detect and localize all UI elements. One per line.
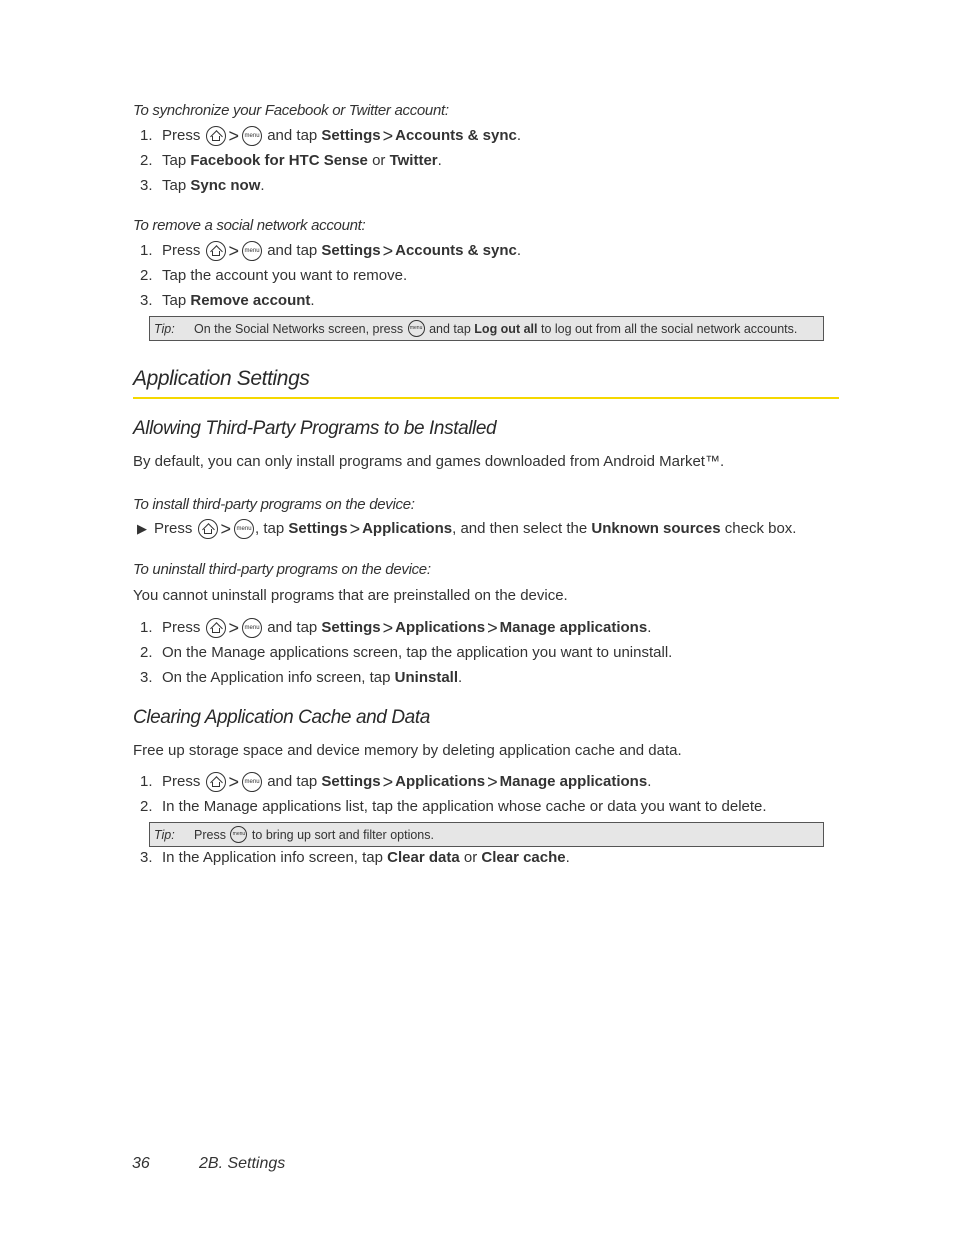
separator: >: [382, 618, 394, 638]
log-out-all-label: Log out all: [474, 321, 538, 336]
step-text: , tap: [255, 520, 285, 537]
accounts-sync-label: Accounts & sync: [395, 242, 517, 259]
separator: >: [228, 618, 240, 638]
tip-text: Press: [194, 827, 226, 842]
period: .: [565, 849, 570, 866]
menu-icon: menu: [230, 826, 247, 843]
sync-step-1: [140, 126, 521, 146]
subsection-title-cache: Clearing Application Cache and Data: [133, 707, 430, 728]
period: .: [437, 152, 442, 169]
clear-cache-label: Clear cache: [481, 849, 566, 866]
separator: >: [349, 519, 361, 539]
period: .: [647, 773, 652, 790]
separator: >: [382, 126, 394, 146]
remove-step-1: [140, 241, 521, 261]
tip-text: and tap: [429, 321, 471, 336]
separator: >: [228, 772, 240, 792]
step-number: 2.: [140, 267, 153, 284]
step-number: 1.: [140, 242, 153, 259]
uninstall-heading: To uninstall third-party programs on the device:: [133, 561, 431, 578]
settings-label: Settings: [288, 520, 348, 537]
uninstall-step-3: [140, 668, 462, 688]
step-number: 3.: [140, 292, 153, 309]
step-text: Press: [154, 520, 193, 537]
menu-icon: menu: [408, 320, 425, 337]
menu-icon: menu: [242, 241, 262, 261]
tip-text: On the Social Networks screen, press: [194, 321, 404, 336]
uninstall-label: Uninstall: [394, 669, 458, 686]
step-number: 1.: [140, 773, 153, 790]
step-number: 2.: [140, 644, 153, 661]
tip-text: to bring up sort and filter options.: [251, 827, 434, 842]
settings-label: Settings: [321, 127, 381, 144]
remove-account-label: Remove account: [190, 292, 311, 309]
uninstall-intro: You cannot uninstall programs that are preinstalled on the device.: [133, 587, 568, 604]
separator: >: [487, 772, 498, 792]
facebook-label: Facebook for HTC Sense: [190, 152, 368, 169]
settings-label: Settings: [321, 619, 381, 636]
step-text: On the Application info screen, tap: [162, 669, 391, 686]
cache-step-1: [140, 772, 651, 792]
separator: >: [382, 241, 394, 261]
step-text: and tap: [267, 619, 318, 636]
step-text: , and then select the: [452, 520, 588, 537]
applications-label: Applications: [395, 773, 486, 790]
remove-step-3: [140, 291, 315, 311]
menu-icon: menu: [242, 126, 262, 146]
tip-label: Tip:: [154, 827, 175, 842]
page-number: 36: [132, 1155, 150, 1172]
home-icon: [206, 241, 226, 261]
uninstall-step-2: [140, 643, 672, 663]
step-text: and tap: [267, 127, 318, 144]
tip-text: to log out from all the social network accounts.: [540, 321, 798, 336]
step-text: and tap: [267, 242, 318, 259]
tip-box-social: [149, 316, 824, 341]
settings-label: Settings: [321, 242, 381, 259]
applications-label: Applications: [362, 520, 453, 537]
tip-box-sort: [149, 822, 824, 847]
install-step: [137, 519, 796, 539]
step-text: check box.: [724, 520, 797, 537]
menu-icon: menu: [242, 772, 262, 792]
separator: >: [228, 126, 240, 146]
step-text: Tap the account you want to remove.: [162, 267, 408, 284]
sync-now-label: Sync now: [190, 177, 261, 194]
period: .: [260, 177, 265, 194]
step-text: In the Manage applications list, tap the application whose cache or data you want to delete.: [162, 798, 767, 815]
sync-step-3: [140, 176, 265, 196]
manage-applications-label: Manage applications: [499, 773, 648, 790]
step-text: or: [372, 152, 386, 169]
step-text: Tap: [162, 292, 187, 309]
menu-icon: menu: [242, 618, 262, 638]
section-title: Application Settings: [133, 367, 310, 390]
install-heading: To install third-party programs on the device:: [133, 496, 415, 513]
separator: >: [220, 519, 232, 539]
step-text: and tap: [267, 773, 318, 790]
clear-data-label: Clear data: [387, 849, 460, 866]
remove-step-2: [140, 266, 407, 286]
subsection-title-third-party: Allowing Third-Party Programs to be Installed: [133, 418, 497, 439]
separator: >: [487, 618, 498, 638]
home-icon: [206, 772, 226, 792]
applications-label: Applications: [395, 619, 486, 636]
step-text: Press: [162, 242, 201, 259]
menu-icon: menu: [234, 519, 254, 539]
step-number: 3.: [140, 177, 153, 194]
sync-heading: To synchronize your Facebook or Twitter account:: [133, 102, 449, 119]
separator: >: [382, 772, 394, 792]
period: .: [310, 292, 315, 309]
step-number: 3.: [140, 849, 153, 866]
home-icon: [206, 126, 226, 146]
step-number: 1.: [140, 619, 153, 636]
step-number: 1.: [140, 127, 153, 144]
cache-step-3: [140, 848, 570, 868]
tip-label: Tip:: [154, 321, 175, 336]
step-text: Press: [162, 619, 201, 636]
period: .: [647, 619, 652, 636]
home-icon: [198, 519, 218, 539]
step-text: Press: [162, 127, 201, 144]
step-text: or: [463, 849, 478, 866]
sync-step-2: [140, 151, 442, 171]
bullet-icon: ▶: [137, 521, 147, 536]
separator: >: [228, 241, 240, 261]
remove-heading: To remove a social network account:: [133, 217, 366, 234]
step-number: 2.: [140, 798, 153, 815]
cache-intro: Free up storage space and device memory by deleting application cache and data.: [133, 742, 682, 759]
step-text: In the Application info screen, tap: [162, 849, 383, 866]
period: .: [516, 242, 521, 259]
step-text: On the Manage applications screen, tap the application you want to uninstall.: [162, 644, 673, 661]
step-text: Tap: [162, 177, 187, 194]
manage-applications-label: Manage applications: [499, 619, 648, 636]
twitter-label: Twitter: [389, 152, 438, 169]
footer-section: 2B. Settings: [199, 1155, 286, 1172]
period: .: [516, 127, 521, 144]
step-text: Tap: [162, 152, 187, 169]
step-number: 3.: [140, 669, 153, 686]
step-text: Press: [162, 773, 201, 790]
step-number: 2.: [140, 152, 153, 169]
settings-label: Settings: [321, 773, 381, 790]
home-icon: [206, 618, 226, 638]
cache-step-2: [140, 797, 767, 817]
uninstall-step-1: [140, 618, 651, 638]
unknown-sources-label: Unknown sources: [591, 520, 721, 537]
third-party-intro: By default, you can only install programs and games downloaded from Android Market™.: [133, 453, 725, 470]
period: .: [458, 669, 463, 686]
accounts-sync-label: Accounts & sync: [395, 127, 517, 144]
section-divider: [133, 397, 839, 399]
